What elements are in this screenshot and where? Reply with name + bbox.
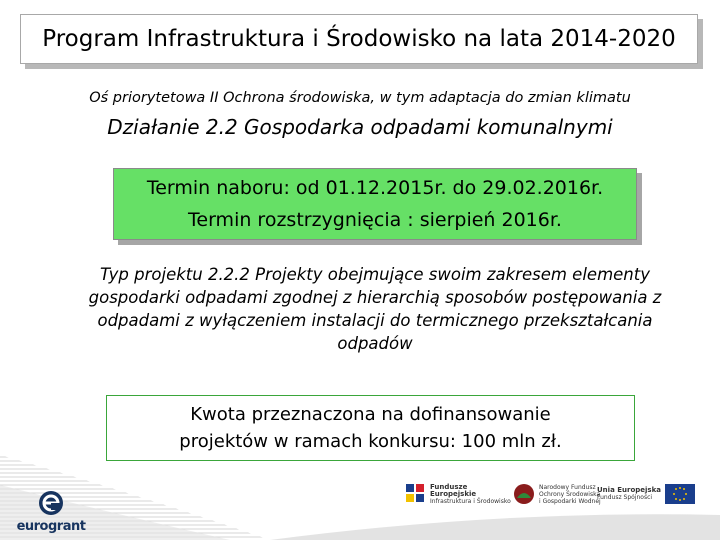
nfosigw-logo — [513, 476, 601, 512]
eurogrant-logo — [14, 490, 88, 534]
call-period: Termin naboru: od 01.12.2015r. do 29.02.2016r. — [146, 177, 604, 199]
title-box — [20, 14, 698, 64]
eu-flag-icon — [665, 484, 695, 504]
project-type-text: Typ projektu 2.2.2 Projekty obejmujące swoim zakresem elementy gospodarki odpadami zgodnej z hierarchią sposobów postępowania z odpadami z wyłączeniem instalacji do termicznego przekształcania odpadów — [88, 265, 662, 353]
funding-line-1: Kwota przeznaczona na dofinansowanie — [190, 404, 551, 425]
eu-funds-icon — [404, 482, 426, 506]
eu-line2: Fundusz Spójności — [597, 494, 653, 501]
page-title: Program Infrastruktura i Środowisko na lata 2014-2020 — [42, 26, 676, 52]
nfosigw-line1: Narodowy Fundusz — [539, 483, 596, 491]
eu-line1: Unia Europejska — [597, 486, 661, 494]
funding-line-2: projektów w ramach konkursu: 100 mln zł. — [179, 431, 562, 452]
nfosigw-icon — [513, 482, 535, 506]
eu-funds-line2: Europejskie — [430, 489, 477, 498]
eu-funds-line1: Fundusze — [430, 482, 468, 491]
eu-funds-line3: Infrastruktura i Środowisko — [430, 497, 511, 505]
action-heading: Działanie 2.2 Gospodarka odpadami komunalnymi — [107, 115, 613, 139]
eurogrant-e-icon — [14, 490, 88, 520]
deadline-box — [113, 168, 637, 240]
nfosigw-line3: i Gospodarki Wodnej — [539, 497, 601, 505]
decision-date: Termin rozstrzygnięcia : sierpień 2016r. — [188, 209, 562, 231]
priority-axis: Oś priorytetowa II Ochrona środowiska, w tym adaptacja do zmian klimatu — [89, 90, 631, 106]
eurogrant-wordmark: eurogrant — [16, 519, 86, 534]
nfosigw-line2: Ochrony Środowiska — [539, 490, 601, 498]
eu-funds-logo — [404, 476, 511, 512]
eu-logo — [597, 476, 695, 512]
funding-box — [106, 395, 635, 461]
